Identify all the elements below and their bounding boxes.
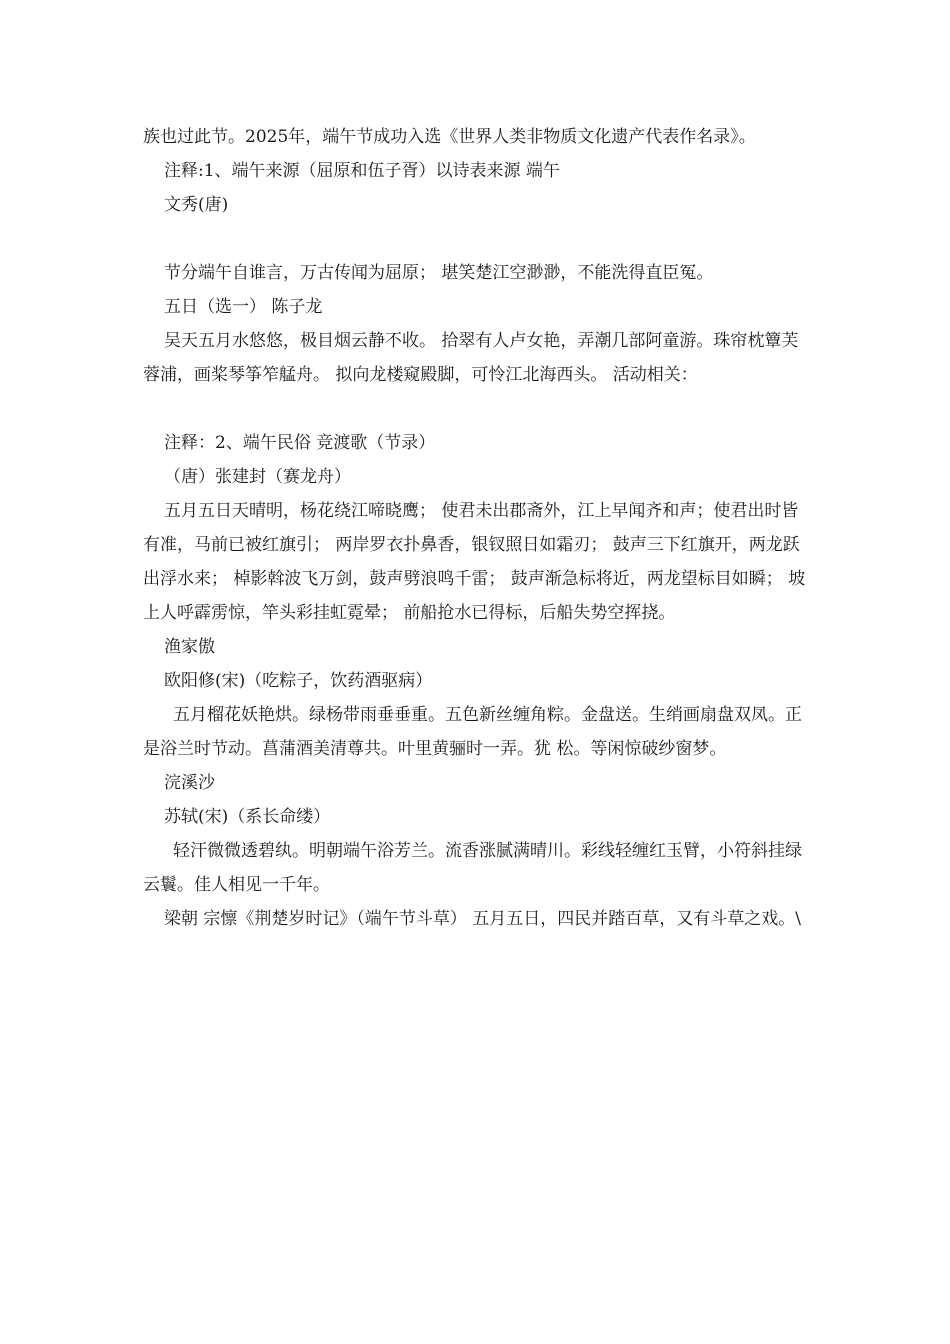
paragraph-poem-wuri: 吴天五月水悠悠，极目烟云静不收。 拾翠有人卢女艳，弄潮几部阿童游。珠帘枕簟芙蓉浦，画桨琴筝笮艋舟。 拟向龙楼窥殿脚，可怜江北海西头。 活动相关： — [143, 331, 799, 385]
paragraph-note-1: 注释:1、端午来源（屈原和伍子胥）以诗表来源 端午 — [164, 161, 560, 181]
paragraph-poem-duanwu: 节分端午自谁言，万古传闻为屈原； 堪笑楚江空渺渺，不能洗得直臣冤。 — [164, 263, 714, 283]
blank-line — [143, 222, 809, 256]
paragraph-title-wuri: 五日（选一） 陈子龙 — [164, 297, 323, 317]
blank-line — [143, 392, 809, 426]
paragraph-poem-yujiaao: 五月榴花妖艳烘。绿杨带雨垂垂重。五色新丝缠角粽。金盘送。生绡画扇盘双凤。正是浴兰时节动。菖蒲酒美清尊共。叶里黄骊时一弄。犹 松。等闲惊破纱窗梦。 — [143, 705, 802, 759]
paragraph-poet-wenxiu: 文秀(唐) — [164, 195, 229, 215]
paragraph-note-2: 注释：2、端午民俗 竞渡歌（节录） — [164, 433, 436, 453]
paragraph-poet-zhangjianfeng: （唐）张建封（赛龙舟） — [164, 467, 351, 487]
paragraph-poet-sushi: 苏轼(宋)（系长命缕） — [164, 807, 331, 827]
paragraph-title-yujiaao: 渔家傲 — [164, 637, 215, 657]
paragraph-poet-ouyangxiu: 欧阳修(宋)（吃粽子，饮药酒驱病） — [164, 671, 433, 691]
paragraph-title-huanxisha: 浣溪沙 — [164, 773, 215, 793]
paragraph-poem-jingdu: 五月五日天晴明，杨花绕江啼晓鹰； 使君未出郡斋外，江上早闻齐和声；使君出时皆有准，马前已被红旗引； 两岸罗衣扑鼻香，银钗照日如霜刃； 鼓声三下红旗开，两龙跃出浮水来； 棹影斡波飞万剑，鼓声劈浪鸣千雷； 鼓声渐急标将近，两龙望标目如瞬； 坡上人呼霹雳惊，竿头彩挂虹霓晕； 前船抢水已得标，后船失势空挥挠。 — [143, 501, 806, 623]
paragraph-jingchu-suishiji: 梁朝 宗懔《荆楚岁时记》（端午节斗草） 五月五日，四民并踏百草，又有斗草之戏。\ — [164, 909, 802, 929]
paragraph-poem-huanxisha: 轻汗微微透碧纨。明朝端午浴芳兰。流香涨腻满晴川。彩线轻缠红玉臂，小符斜挂绿云鬟。佳人相见一千年。 — [143, 841, 802, 895]
document-body — [143, 120, 809, 936]
paragraph-festival-intro: 族也过此节。2025年，端午节成功入选《世界人类非物质文化遗产代表作名录》。 — [143, 127, 756, 147]
